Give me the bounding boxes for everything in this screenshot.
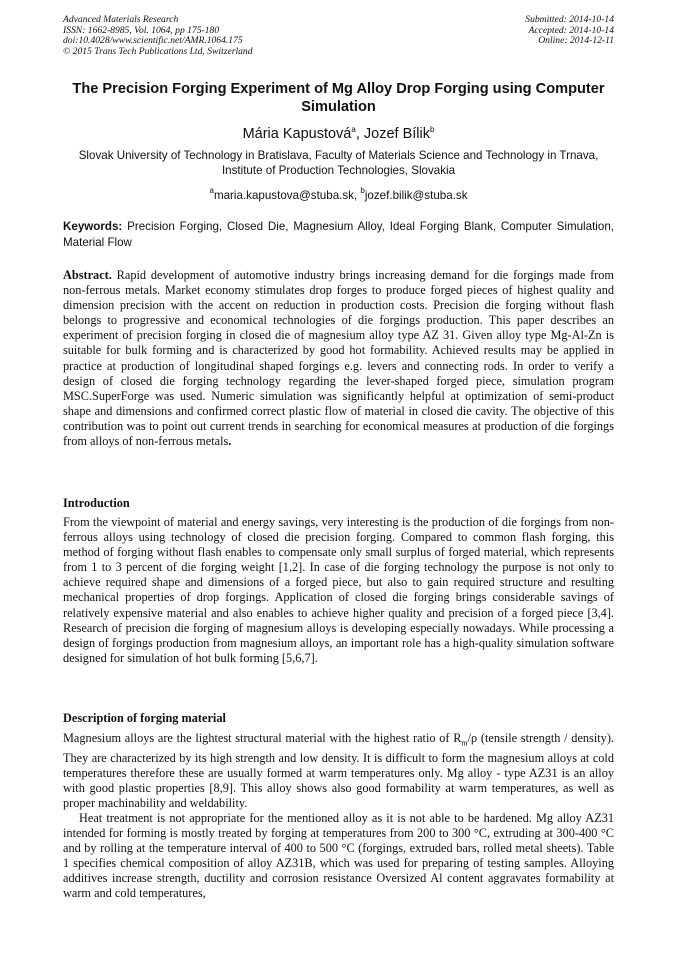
email-2-mark: b xyxy=(360,186,365,195)
abstract-label: Abstract. xyxy=(63,268,112,282)
material-p1-subscript: m xyxy=(461,738,468,748)
journal-info xyxy=(63,15,253,57)
journal-name: Advanced Materials Research xyxy=(63,14,179,25)
material-paragraph-1 xyxy=(63,731,614,811)
author-separator: , xyxy=(355,126,364,142)
material-p1-rest: /ρ (tensile strength / density). They are characterized by its high strength and low density. It is difficult to form the magnesium alloys at cold temperatures therefore these are usually formed at warm temperatures only. Mg alloy - type AZ31 is an alloy with good plastic properties [8,9]. This alloy shows also good formability at warm temperatures, as well as proper machinability and weldability. xyxy=(63,731,614,810)
author-1: Mária Kapustová xyxy=(242,126,352,142)
material-section xyxy=(63,731,614,901)
material-p1-start: Magnesium alloys are the lightest structural material with the highest ratio of R xyxy=(63,731,462,745)
accepted-date: Accepted: 2014-10-14 xyxy=(528,24,614,36)
abstract xyxy=(63,268,614,449)
author-list xyxy=(63,121,614,143)
material-heading: Description of forging material xyxy=(63,711,226,725)
author-2-mark: b xyxy=(429,125,435,134)
keywords-text: Precision Forging, Closed Die, Magnesium Alloy, Ideal Forging Blank, Computer Simulation, Material Flow xyxy=(63,220,614,249)
author-1-mark: a xyxy=(351,125,356,134)
email-2[interactable]: jozef.bilik@stuba.sk xyxy=(364,189,468,202)
abstract-end: . xyxy=(228,434,232,449)
paper-title: The Precision Forging Experiment of Mg Alloy Drop Forging using Computer Simulation xyxy=(72,81,605,115)
introduction-heading: Introduction xyxy=(63,496,130,510)
email-1-mark: a xyxy=(209,186,214,195)
dates-info xyxy=(525,15,614,47)
online-date: Online: 2014-12-11 xyxy=(538,35,614,47)
material-paragraph-2: Heat treatment is not appropriate for the mentioned alloy as it is not able to be hardened. Mg alloy AZ31 intended for forming is mostly treated by forging at temperatures from 200 to 300 °C, extruding at 300-400 °C and by rolling at the temperature interval of 400 to 500 °C (forgings, extruded bars, rolled metal sheets). Table 1 specifies chemical composition of alloy AZ31B, which was used for preparing of testing samples. Alloying additives increase strength, ductility and corrosion resistance Oversized Al content aggravates formability at warm and cold temperatures, xyxy=(63,810,614,901)
introduction-text: From the viewpoint of material and energy savings, very interesting is the production of die forgings from non-ferrous alloys using technology of closed die precision forging. Compared to common flash forging, this method of forging without flash enables to compensate only small surplus of forged material, which represents from 1 to 3 percent of die forging weight [1,2]. In case of die forging technology the purpose is not only to achieve required shape and dimensions of a forged piece, but also to gain required structure and resulting mechanical properties of drop forgings. Application of closed die forging brings considerable savings of relatively expensive material and also enables to achieve higher quality and precision of a forged piece [3,4]. Research of precision die forging of magnesium alloys is developing especially nowadays. While processing a design of forgings production from magnesium alloys, an important role has a high-quality simulation software designed for simulation of hot bulk forming [5,6,7]. xyxy=(63,515,614,665)
keywords-label: Keywords: xyxy=(63,220,123,233)
submitted-date: Submitted: 2014-10-14 xyxy=(525,14,614,25)
copyright-line: © 2015 Trans Tech Publications Ltd, Switzerland xyxy=(63,45,253,57)
doi-line: doi:10.4028/www.scientific.net/AMR.1064.175 xyxy=(63,35,243,47)
affiliation: Slovak University of Technology in Bratislava, Faculty of Materials Science and Technology in Trnava, Institute of Production Technologies, Slovakia xyxy=(78,149,599,177)
email-1[interactable]: maria.kapustova@stuba.sk, xyxy=(213,189,361,202)
abstract-text: Rapid development of automotive industry brings increasing demand for die forgings made from non-ferrous metals. Market economy stimulates drop forges to produce forged pieces of highest quality and dimension precision with the accent on reduction in production costs. Precision die forging without flash belongs to progressive and economical technologies of die forgings production. This paper describes an experiment of precision forging in closed die of magnesium alloy type AZ 31. Given alloy type Mg-Al-Zn is suitable for bulk forming and is characterized by good hot formability. Achieved results may be applied in practice at production of longitudinal shaped forgings e.g. levers and connecting rods. In order to verify a design of closed die forging technology regarding the lever-shaped forged piece, simulation program MSC.SuperForge was used. Numeric simulation was significantly helpful at optimization of semi-product shape and dimensions and confirmed correct plastic flow of material in closed die cavity. The objective of this contribution was to point out current trends in searching for economical measures at production of die forgings from alloys of non-ferrous metals xyxy=(63,268,614,449)
keywords xyxy=(63,219,614,250)
author-2: Jozef Bílik xyxy=(363,126,430,142)
issn-line: ISSN: 1662-8985, Vol. 1064, pp 175-180 xyxy=(63,24,220,36)
email-list xyxy=(63,184,614,203)
